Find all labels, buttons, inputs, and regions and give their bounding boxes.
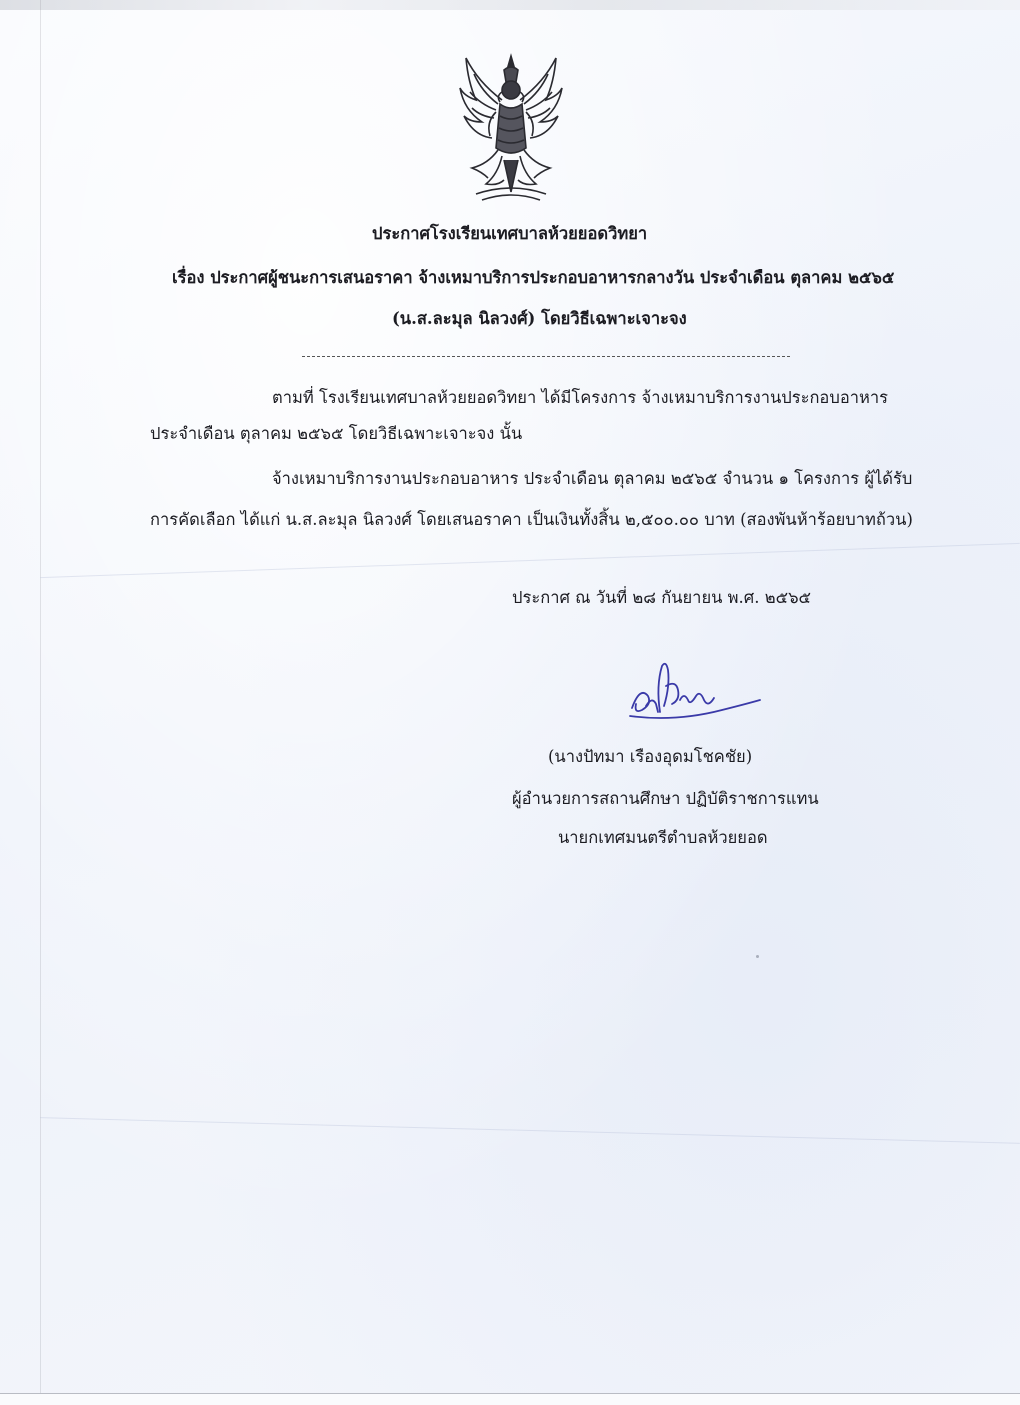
scan-top-edge <box>0 0 1020 10</box>
signer-name: (นางปัทมา เรืองอุดมโชคชัย) <box>548 747 753 766</box>
announcement-date: ประกาศ ณ วันที่ ๒๘ กันยายน พ.ศ. ๒๕๖๕ <box>512 588 812 607</box>
dashed-separator <box>302 356 790 357</box>
document-subject: เรื่อง ประกาศผู้ชนะการเสนอราคา จ้างเหมาบริการประกอบอาหารกลางวัน ประจำเดือน ตุลาคม ๒๕๖๕ <box>172 268 895 287</box>
paragraph-1-line-2: ประจำเดือน ตุลาคม ๒๕๖๕ โดยวิธีเฉพาะเจาะจง นั้น <box>150 424 523 443</box>
signer-position-acting: นายกเทศมนตรีตำบลห้วยยอด <box>558 828 768 847</box>
scan-left-edge <box>40 0 41 1404</box>
garuda-emblem-icon <box>458 52 564 202</box>
scan-bottom-edge <box>0 1393 1020 1405</box>
scan-speck <box>756 955 759 958</box>
signer-position: ผู้อำนวยการสถานศึกษา ปฏิบัติราชการแทน <box>512 789 819 808</box>
document-title: ประกาศโรงเรียนเทศบาลห้วยยอดวิทยา <box>372 224 648 243</box>
document-subject-continued: (น.ส.ละมุล นิลวงศ์) โดยวิธีเฉพาะเจาะจง <box>392 309 687 328</box>
paragraph-2-line-1: จ้างเหมาบริการงานประกอบอาหาร ประจำเดือน ตุลาคม ๒๕๖๕ จำนวน ๑ โครงการ ผู้ได้รับ <box>272 469 913 488</box>
paper-crease <box>40 543 1019 578</box>
paper-crease <box>40 1117 1020 1144</box>
paragraph-1-line-1: ตามที่ โรงเรียนเทศบาลห้วยยอดวิทยา ได้มีโครงการ จ้างเหมาบริการงานประกอบอาหาร <box>272 388 888 407</box>
handwritten-signature <box>626 656 766 728</box>
paragraph-2-line-2: การคัดเลือก ได้แก่ น.ส.ละมุล นิลวงศ์ โดยเสนอราคา เป็นเงินทั้งสิ้น ๒,๕๐๐.๐๐ บาท (สองพันห้าร้อยบาทถ้วน) <box>150 510 913 529</box>
